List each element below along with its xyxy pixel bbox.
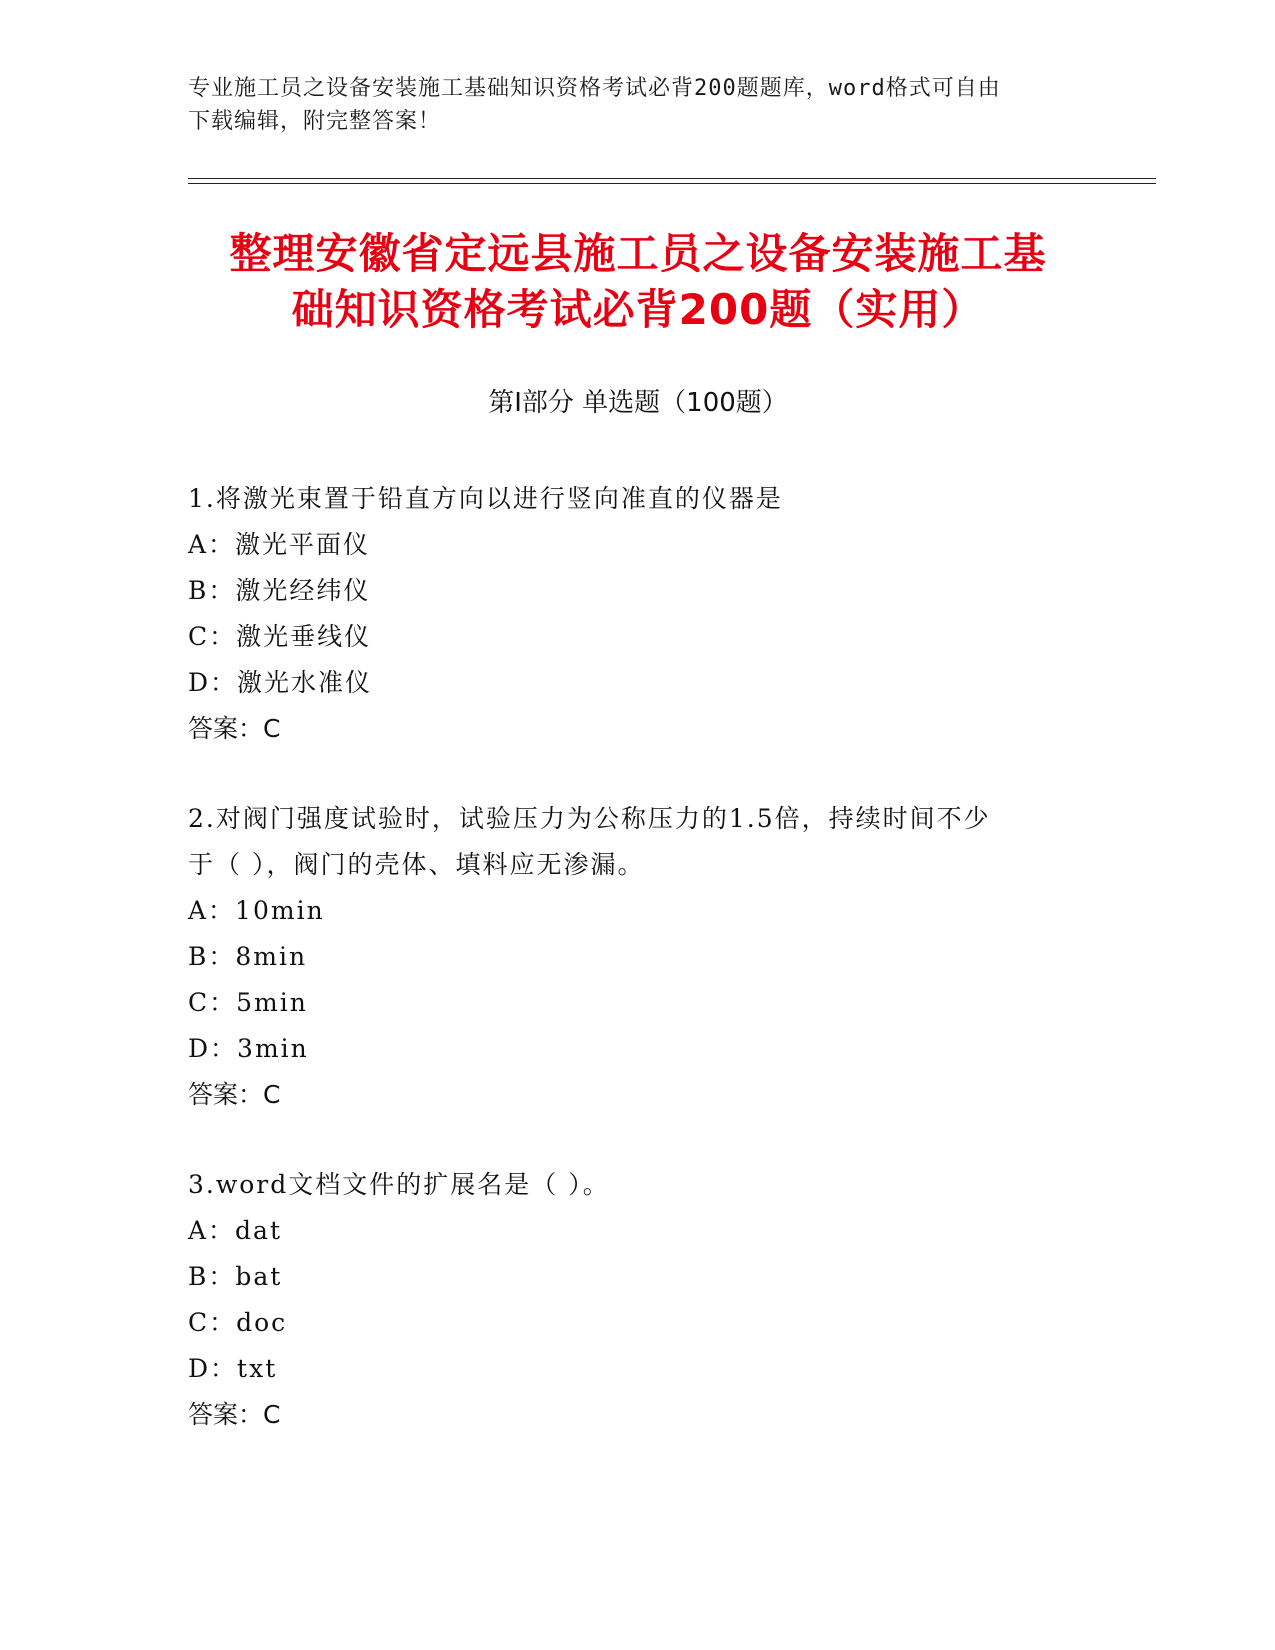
question-stem: 1.将激光束置于铅直方向以进行竖向准直的仪器是 (188, 484, 783, 513)
document-title (188, 226, 1088, 338)
question-stem: 2.对阀门强度试验时，试验压力为公称压力的1.5倍，持续时间不少 (188, 804, 991, 833)
header-note-line-1: 专业施工员之设备安装施工基础知识资格考试必背200题题库，word格式可自由 (188, 76, 1001, 101)
document-title-line-1: 整理安徽省定远县施工员之设备安装施工基 (229, 229, 1047, 278)
option-b: B：激光经纬仪 (188, 576, 371, 605)
question-stem-continued: 于（ ），阀门的壳体、填料应无渗漏。 (188, 850, 645, 879)
header-note-line-2: 下载编辑，附完整答案！ (188, 109, 442, 134)
option-c: C：doc (188, 1308, 288, 1337)
header-note (188, 72, 1088, 138)
answer-line: 答案：C (188, 714, 281, 743)
option-d: D：激光水准仪 (188, 668, 373, 697)
header-divider-bottom (188, 183, 1156, 184)
option-d: D：txt (188, 1354, 278, 1383)
question-3 (188, 1162, 1088, 1438)
section-heading: 第Ⅰ部分 单选题（100题） (488, 388, 788, 418)
option-d: D：3min (188, 1034, 309, 1063)
question-1 (188, 476, 1088, 752)
document-title-line-2: 础知识资格考试必背200题（实用） (291, 285, 985, 334)
option-a: A：10min (188, 896, 325, 925)
answer-line: 答案：C (188, 1080, 281, 1109)
question-list (188, 476, 1088, 1482)
question-stem: 3.word文档文件的扩展名是（ ）。 (188, 1170, 610, 1199)
option-b: B：8min (188, 942, 308, 971)
header-divider-top (188, 178, 1156, 179)
option-c: C：5min (188, 988, 308, 1017)
question-2 (188, 796, 1088, 1118)
option-b: B：bat (188, 1262, 283, 1291)
option-c: C：激光垂线仪 (188, 622, 372, 651)
option-a: A：激光平面仪 (188, 530, 371, 559)
option-a: A：dat (188, 1216, 283, 1245)
answer-line: 答案：C (188, 1400, 281, 1429)
